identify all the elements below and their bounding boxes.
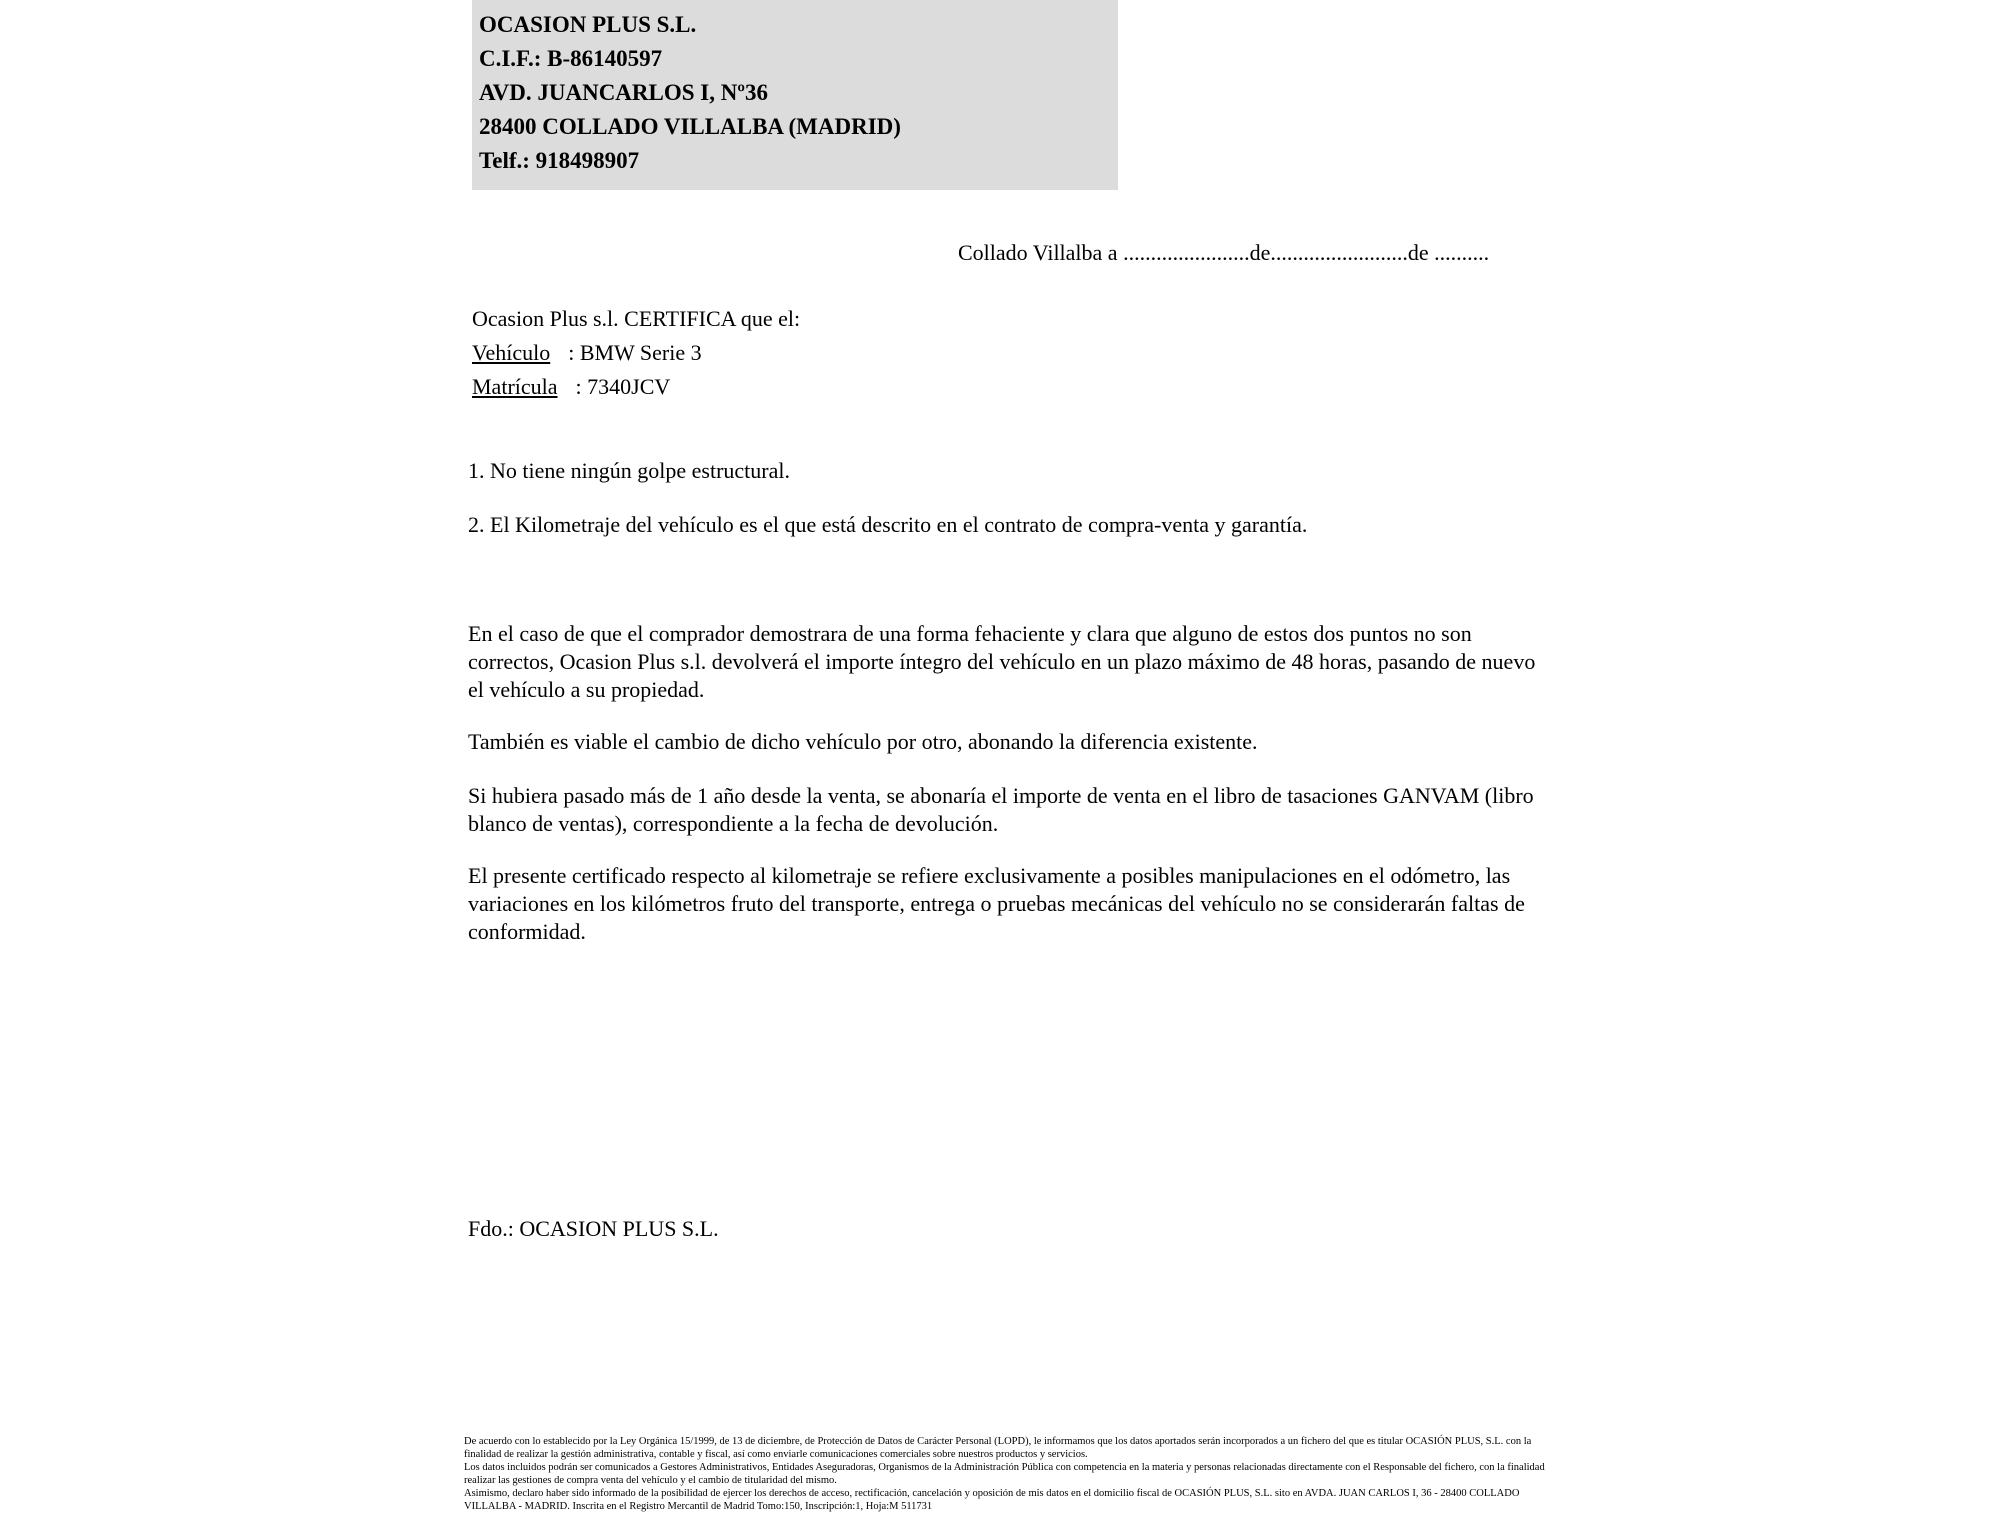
body-paragraph-ganvam: Si hubiera pasado más de 1 año desde la venta, se abonaría el importe de venta en el libro de tasaciones GANVAM (libro blanco de ventas), correspondiente a la fecha de devolución. xyxy=(468,783,1534,836)
body-paragraph-odometer: El presente certificado respecto al kilometraje se refiere exclusivamente a posibles manipulaciones en el odómetro, las variaciones en los kilómetros fruto del transporte, entrega o pruebas mecánicas del vehículo no se considerarán faltas de conformidad. xyxy=(468,863,1525,944)
body-paragraph-refund: En el caso de que el comprador demostrara de una forma fehaciente y clara que alguno de estos dos puntos no son correctos, Ocasion Plus s.l. devolverá el importe íntegro del vehículo en un plazo máximo de 48 horas, pasando de nuevo el vehículo a su propiedad. xyxy=(468,621,1536,702)
vehicle-value: : BMW Serie 3 xyxy=(568,340,702,365)
plate-row xyxy=(472,374,670,400)
company-city: 28400 COLLADO VILLALBA (MADRID) xyxy=(479,114,901,139)
vehicle-label: Vehículo xyxy=(472,340,551,365)
signature-line: Fdo.: OCASION PLUS S.L. xyxy=(468,1216,719,1241)
company-phone: Telf.: 918498907 xyxy=(479,148,640,173)
plate-value: : 7340JCV xyxy=(575,374,671,399)
vehicle-row xyxy=(472,340,702,366)
company-name: OCASION PLUS S.L. xyxy=(479,12,697,37)
certified-point-2: 2. El Kilometraje del vehículo es el que está descrito en el contrato de compra-venta y garantía. xyxy=(468,512,1308,537)
date-line: Collado Villalba a .......................de.........................de .......... xyxy=(958,240,1490,265)
certifies-statement: Ocasion Plus s.l. CERTIFICA que el: xyxy=(472,306,801,331)
plate-label: Matrícula xyxy=(472,374,558,399)
company-cif: C.I.F.: B-86140597 xyxy=(479,46,663,71)
certified-point-1: 1. No tiene ningún golpe estructural. xyxy=(468,458,790,483)
legal-footer xyxy=(464,1435,1554,1513)
company-address: AVD. JUANCARLOS I, Nº36 xyxy=(479,80,768,105)
body-paragraph-exchange: También es viable el cambio de dicho vehículo por otro, abonando la diferencia existente. xyxy=(468,729,1258,754)
legal-footer-paragraph-rights: Asimismo, declaro haber sido informado de la posibilidad de ejercer los derechos de acceso, rectificación, cancelación y oposición de mis datos en el domicilio fiscal de OCASIÓN PLUS, S.L. sito en AVDA. JUAN CARLOS I, 36 - 28400 COLLADO VILLALBA - MADRID. Inscrita en el Registro Mercantil de Madrid Tomo:150, Inscripción:1, Hoja:M 511731 xyxy=(464,1488,1520,1512)
legal-footer-paragraph-data-sharing: Los datos incluidos podrán ser comunicados a Gestores Administrativos, Entidades Aseguradoras, Organismos de la Administración Pública con competencia en la materia y personas relacionadas directamente con el Responsable del fichero, con la finalidad realizar las gestiones de compra venta del vehículo y el cambio de titularidad del mismo. xyxy=(464,1462,1545,1486)
legal-footer-paragraph-lopd: De acuerdo con lo establecido por la Ley Orgánica 15/1999, de 13 de diciembre, de Protección de Datos de Carácter Personal (LOPD), le informamos que los datos aportados serán incorporados a un fichero del que es titular OCASIÓN PLUS, S.L. con la finalidad de realizar la gestión administrativa, contable y fiscal, así como enviarle comunicaciones comerciales sobre nuestros productos y servicios. xyxy=(464,1436,1532,1460)
company-header-box xyxy=(472,0,1118,190)
